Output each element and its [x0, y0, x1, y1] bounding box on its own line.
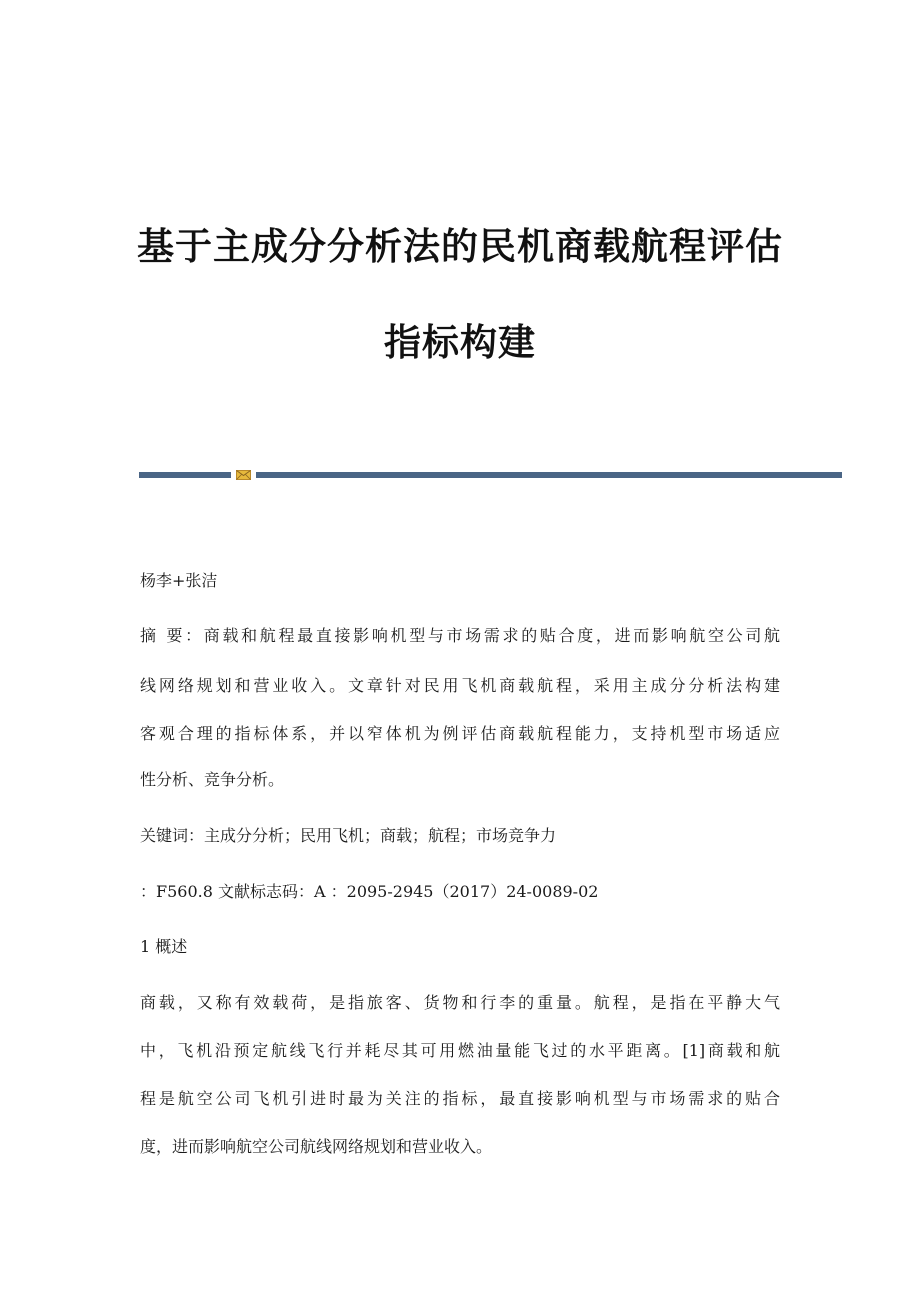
authors: 杨李+张洁	[140, 571, 218, 590]
envelope-icon	[236, 470, 251, 480]
body-line: 程是航空公司飞机引进时最为关注的指标，最直接影响机型与市场需求的贴合	[140, 1089, 780, 1108]
paper-title-line-1: 基于主成分分析法的民机商载航程评估	[137, 225, 783, 268]
body-line: 中，飞机沿预定航线飞行并耗尽其可用燃油量能飞过的水平距离。[1]商载和航	[140, 1041, 780, 1060]
abstract-line: 线网络规划和营业收入。文章针对民用飞机商载航程，采用主成分分析法构建	[140, 676, 780, 695]
paper-title-line-2: 指标构建	[384, 321, 536, 364]
body-line: 商载，又称有效载荷，是指旅客、货物和行李的重量。航程，是指在平静大气	[140, 993, 780, 1012]
section-heading: 1 概述	[140, 937, 188, 956]
abstract-line: 性分析、竞争分析。	[140, 770, 285, 789]
divider-right-bar	[256, 472, 842, 478]
keywords: 关键词：主成分分析；民用飞机；商载；航程；市场竞争力	[140, 826, 557, 845]
body-line: 度，进而影响航空公司航线网络规划和营业收入。	[140, 1137, 493, 1156]
divider-left-bar	[139, 472, 231, 478]
abstract-line: 摘 要：商载和航程最直接影响机型与市场需求的贴合度，进而影响航空公司航	[140, 626, 780, 645]
classification-info: ：F560.8 文献标志码：A ：2095-2945（2017）24-0089-02	[140, 882, 599, 901]
decorative-divider	[139, 470, 842, 479]
abstract-line: 客观合理的指标体系，并以窄体机为例评估商载航程能力，支持机型市场适应	[140, 724, 780, 743]
